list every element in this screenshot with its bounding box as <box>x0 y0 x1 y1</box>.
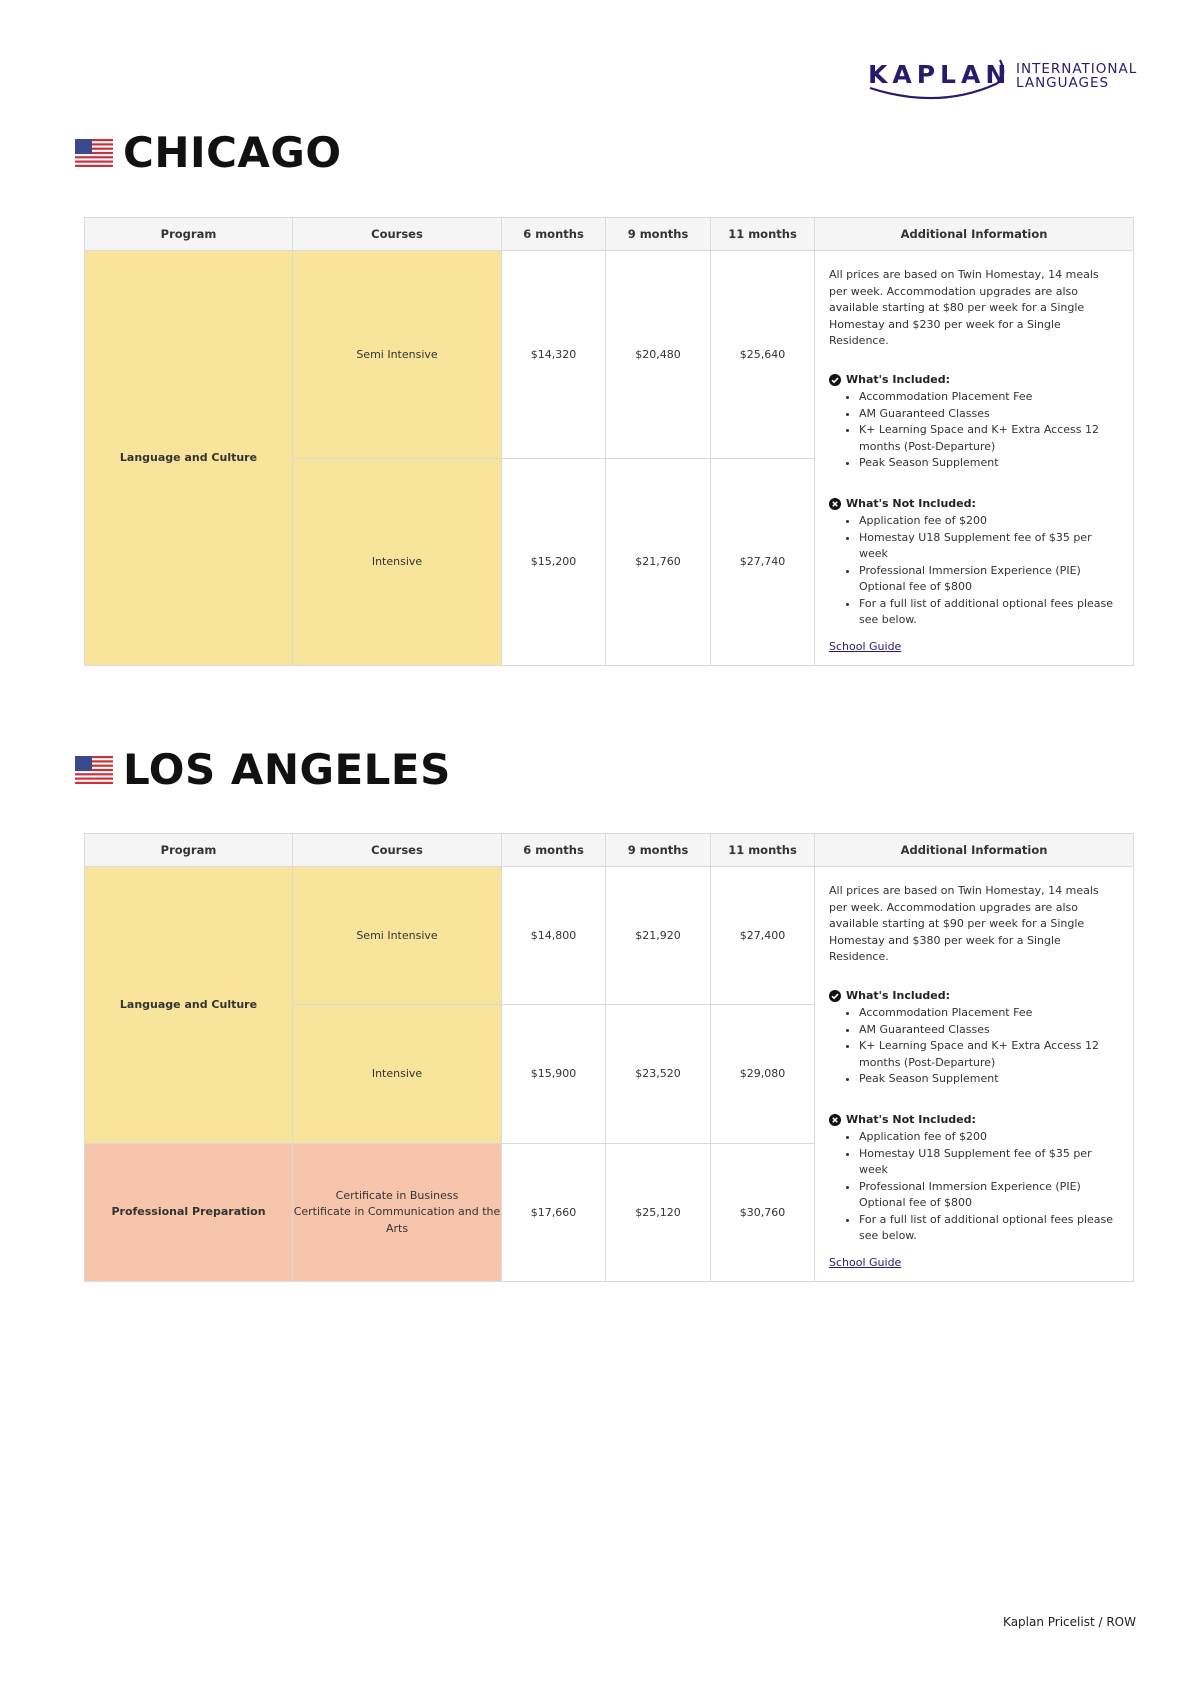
x-circle-icon <box>829 498 841 510</box>
price-cell: $21,760 <box>606 458 711 666</box>
not-included-list <box>829 513 1119 629</box>
table-row <box>85 867 1134 1005</box>
header-9-months: 9 months <box>606 834 711 867</box>
course-name: Certificate in Business <box>335 1188 459 1202</box>
header-courses: Courses <box>293 834 502 867</box>
included-list <box>829 1005 1119 1088</box>
check-circle-icon <box>829 990 841 1002</box>
list-item: • Peak Season Supplement <box>859 455 1119 472</box>
course-cell: Intensive <box>293 458 502 666</box>
included-heading <box>829 988 1119 1005</box>
x-circle-icon <box>829 1114 841 1126</box>
not-included-heading <box>829 496 1119 513</box>
program-cell: Language and Culture <box>85 251 293 666</box>
list-item: • Accommodation Placement Fee <box>859 1005 1119 1022</box>
info-intro: All prices are based on Twin Homestay, 14 meals per week. Accommodation upgrades are also available starting at $80 per week for a Single Homestay and $230 per week for a Single Residence. <box>829 268 1099 347</box>
city-title: LOS ANGELES <box>123 745 451 794</box>
header-program: Program <box>85 834 293 867</box>
course-cell: Semi Intensive <box>293 867 502 1005</box>
list-item: • Professional Immersion Experience (PIE) Optional fee of $800 <box>859 1179 1119 1212</box>
header-11-months: 11 months <box>711 218 815 251</box>
list-item: • K+ Learning Space and K+ Extra Access 12 months (Post-Departure) <box>859 422 1119 455</box>
price-cell: $17,660 <box>502 1143 606 1281</box>
table-row <box>85 251 1134 459</box>
list-item: • For a full list of additional optional fees please see below. <box>859 596 1119 629</box>
price-cell: $21,920 <box>606 867 711 1005</box>
not-included-title: What's Not Included: <box>846 496 976 510</box>
logo-line-2: LANGUAGES <box>1016 75 1110 91</box>
header-9-months: 9 months <box>606 218 711 251</box>
logo-brand: KAPLAN <box>868 60 1012 89</box>
school-guide-link[interactable]: School Guide <box>829 639 902 653</box>
logo-subtitle <box>1016 62 1137 90</box>
header-courses: Courses <box>293 218 502 251</box>
check-circle-icon <box>829 374 841 386</box>
logo-line-1: INTERNATIONAL <box>1016 61 1138 77</box>
course-cell <box>293 1143 502 1281</box>
city-heading-chicago <box>75 128 342 177</box>
list-item: • AM Guaranteed Classes <box>859 1022 1119 1039</box>
not-included-heading <box>829 1112 1119 1129</box>
course-name: Certificate in Communication and the Arts <box>293 1205 501 1235</box>
program-cell: Language and Culture <box>85 867 293 1144</box>
price-cell: $20,480 <box>606 251 711 459</box>
price-cell: $15,900 <box>502 1005 606 1143</box>
header-6-months: 6 months <box>502 834 606 867</box>
price-cell: $29,080 <box>711 1005 815 1143</box>
additional-info-cell <box>815 251 1134 666</box>
price-cell: $14,800 <box>502 867 606 1005</box>
course-cell: Intensive <box>293 1005 502 1143</box>
info-intro: All prices are based on Twin Homestay, 14 meals per week. Accommodation upgrades are also available starting at $90 per week for a Single Homestay and $380 per week for a Single Residence. <box>829 884 1099 963</box>
header-6-months: 6 months <box>502 218 606 251</box>
list-item: • Professional Immersion Experience (PIE) Optional fee of $800 <box>859 563 1119 596</box>
list-item: • AM Guaranteed Classes <box>859 406 1119 423</box>
list-item: • Homestay U18 Supplement fee of $35 per week <box>859 530 1119 563</box>
us-flag-icon <box>75 139 113 167</box>
city-heading-los-angeles <box>75 745 451 794</box>
included-title: What's Included: <box>846 988 951 1002</box>
city-title: CHICAGO <box>123 128 342 177</box>
school-guide-link[interactable]: School Guide <box>829 1255 902 1269</box>
price-cell: $25,640 <box>711 251 815 459</box>
chicago-price-table <box>84 217 1134 666</box>
not-included-list <box>829 1129 1119 1245</box>
table-header-row <box>85 834 1134 867</box>
kaplan-logo <box>868 52 1138 102</box>
list-item: • Application fee of $200 <box>859 1129 1119 1146</box>
list-item: • Homestay U18 Supplement fee of $35 per week <box>859 1146 1119 1179</box>
price-cell: $27,400 <box>711 867 815 1005</box>
header-program: Program <box>85 218 293 251</box>
price-cell: $30,760 <box>711 1143 815 1281</box>
price-cell: $23,520 <box>606 1005 711 1143</box>
page-footer: Kaplan Pricelist / ROW <box>1003 1615 1136 1629</box>
list-item: • Peak Season Supplement <box>859 1071 1119 1088</box>
additional-info-cell <box>815 867 1134 1282</box>
los-angeles-price-table <box>84 833 1134 1282</box>
price-cell: $25,120 <box>606 1143 711 1281</box>
program-cell: Professional Preparation <box>85 1143 293 1281</box>
price-cell: $15,200 <box>502 458 606 666</box>
header-11-months: 11 months <box>711 834 815 867</box>
price-cell: $14,320 <box>502 251 606 459</box>
header-additional-info: Additional Information <box>815 834 1134 867</box>
included-title: What's Included: <box>846 372 951 386</box>
list-item: • Accommodation Placement Fee <box>859 389 1119 406</box>
not-included-title: What's Not Included: <box>846 1112 976 1126</box>
price-cell: $27,740 <box>711 458 815 666</box>
included-list <box>829 389 1119 472</box>
course-cell: Semi Intensive <box>293 251 502 459</box>
included-heading <box>829 372 1119 389</box>
us-flag-icon <box>75 756 113 784</box>
logo-swoosh-icon <box>868 52 1013 102</box>
list-item: • For a full list of additional optional fees please see below. <box>859 1212 1119 1245</box>
table-header-row <box>85 218 1134 251</box>
header-additional-info: Additional Information <box>815 218 1134 251</box>
list-item: • Application fee of $200 <box>859 513 1119 530</box>
list-item: • K+ Learning Space and K+ Extra Access 12 months (Post-Departure) <box>859 1038 1119 1071</box>
